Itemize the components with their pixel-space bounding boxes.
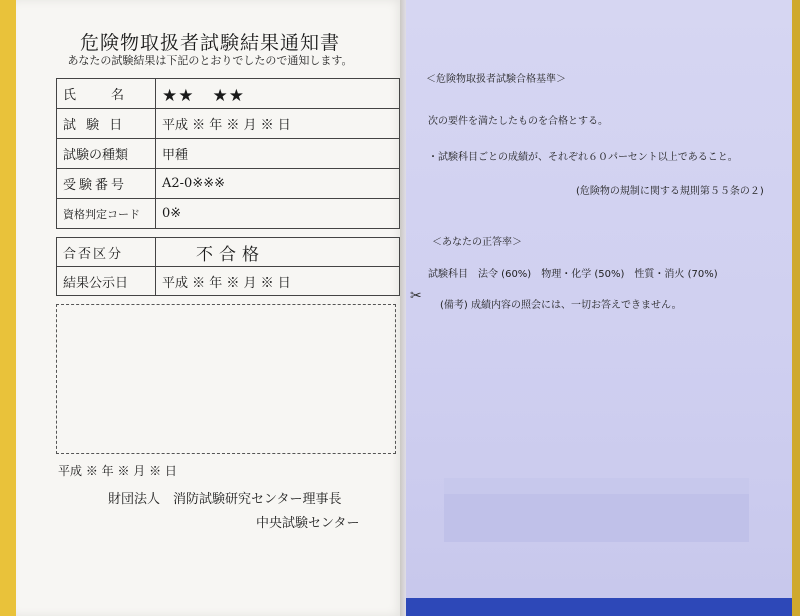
info-value: 0※ — [156, 199, 400, 229]
result-label: 結果公示日 — [57, 267, 156, 296]
info-label: 試験の種類 — [57, 139, 156, 169]
pass-fail-value: 不合格 — [156, 238, 400, 267]
info-value: 平成 ※ 年 ※ 月 ※ 日 — [156, 109, 400, 139]
info-label: 資格判定コード — [57, 199, 156, 229]
result-notice-page — [16, 0, 404, 616]
criteria-heading: ＜危険物取扱者試験合格基準＞ — [426, 74, 566, 85]
info-row-exam-number — [57, 169, 400, 199]
info-row-name — [57, 79, 400, 109]
info-value: ★★ ★★ — [156, 79, 400, 109]
result-label: 合否区分 — [57, 238, 156, 267]
requirement-bullet: ・試験科目ごとの成績が、それぞれ６０パーセント以上であること。 — [428, 152, 738, 163]
faded-background-band — [444, 478, 749, 494]
info-value: 甲種 — [156, 139, 400, 169]
info-row-qualification-code — [57, 199, 400, 229]
subject-scores: 試験科目 法令 (60%) 物理・化学 (50%) 性質・消火 (70%) — [428, 269, 718, 280]
notice-title: 危険物取扱者試験結果通知書 — [79, 32, 340, 54]
examinee-info-table — [56, 78, 400, 229]
result-table — [56, 237, 400, 296]
seal-area-dashed-box — [56, 304, 396, 454]
info-label: 氏 名 — [57, 79, 156, 109]
info-row-exam-date — [57, 109, 400, 139]
result-value: 平成 ※ 年 ※ 月 ※ 日 — [156, 267, 400, 296]
result-row-pass-fail — [57, 238, 400, 267]
info-row-exam-type — [57, 139, 400, 169]
faded-background-panel — [444, 494, 749, 542]
info-label: 受験番号 — [57, 169, 156, 199]
issuer-center: 中央試験センター — [256, 516, 360, 531]
score-heading: ＜あなたの正答率＞ — [432, 237, 522, 248]
info-value: A2-0※※※ — [156, 169, 400, 199]
info-label: 試 験 日 — [57, 109, 156, 139]
blue-bottom-border — [406, 598, 792, 616]
result-row-announcement-date — [57, 267, 400, 296]
requirement-intro: 次の要件を満たしたものを合格とする。 — [428, 116, 608, 127]
issue-date: 平成 ※ 年 ※ 月 ※ 日 — [58, 464, 177, 478]
notice-subtitle: あなたの試験結果は下記のとおりでしたので通知します。 — [67, 54, 353, 67]
right-edge-strip — [792, 0, 800, 616]
legal-reference: (危険物の規制に関する規則第５５条の２) — [576, 186, 764, 197]
remark-note: (備考) 成績内容の照会には、一切お答えできません。 — [440, 300, 682, 311]
scissors-icon: ✂ — [410, 288, 422, 304]
issuer-organization: 財団法人 消防試験研究センター理事長 — [108, 492, 342, 507]
